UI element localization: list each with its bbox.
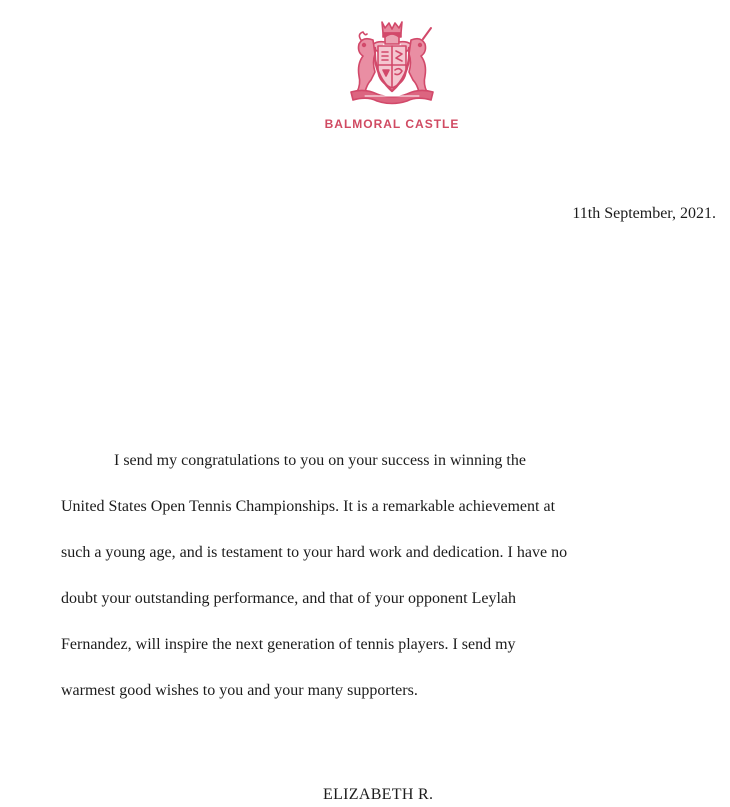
- royal-coat-of-arms-icon: [345, 18, 439, 106]
- letter-date: 11th September, 2021.: [572, 205, 716, 222]
- letter-line: doubt your outstanding performance, and that of your opponent Leylah: [61, 590, 516, 607]
- letter-line: I send my congratulations to you on your success in winning the: [114, 452, 526, 469]
- signature: ELIZABETH R.: [323, 786, 434, 803]
- letter-line: United States Open Tennis Championships. It is a remarkable achievement at: [61, 498, 556, 515]
- letterhead-address: BALMORAL CASTLE: [324, 117, 460, 131]
- letter-line: Fernandez, will inspire the next generation of tennis players. I send my: [61, 636, 516, 653]
- letter-line: such a young age, and is testament to your hard work and dedication. I have no: [61, 544, 568, 561]
- letter-body: [61, 438, 711, 714]
- letter-line: warmest good wishes to you and your many supporters.: [61, 682, 418, 699]
